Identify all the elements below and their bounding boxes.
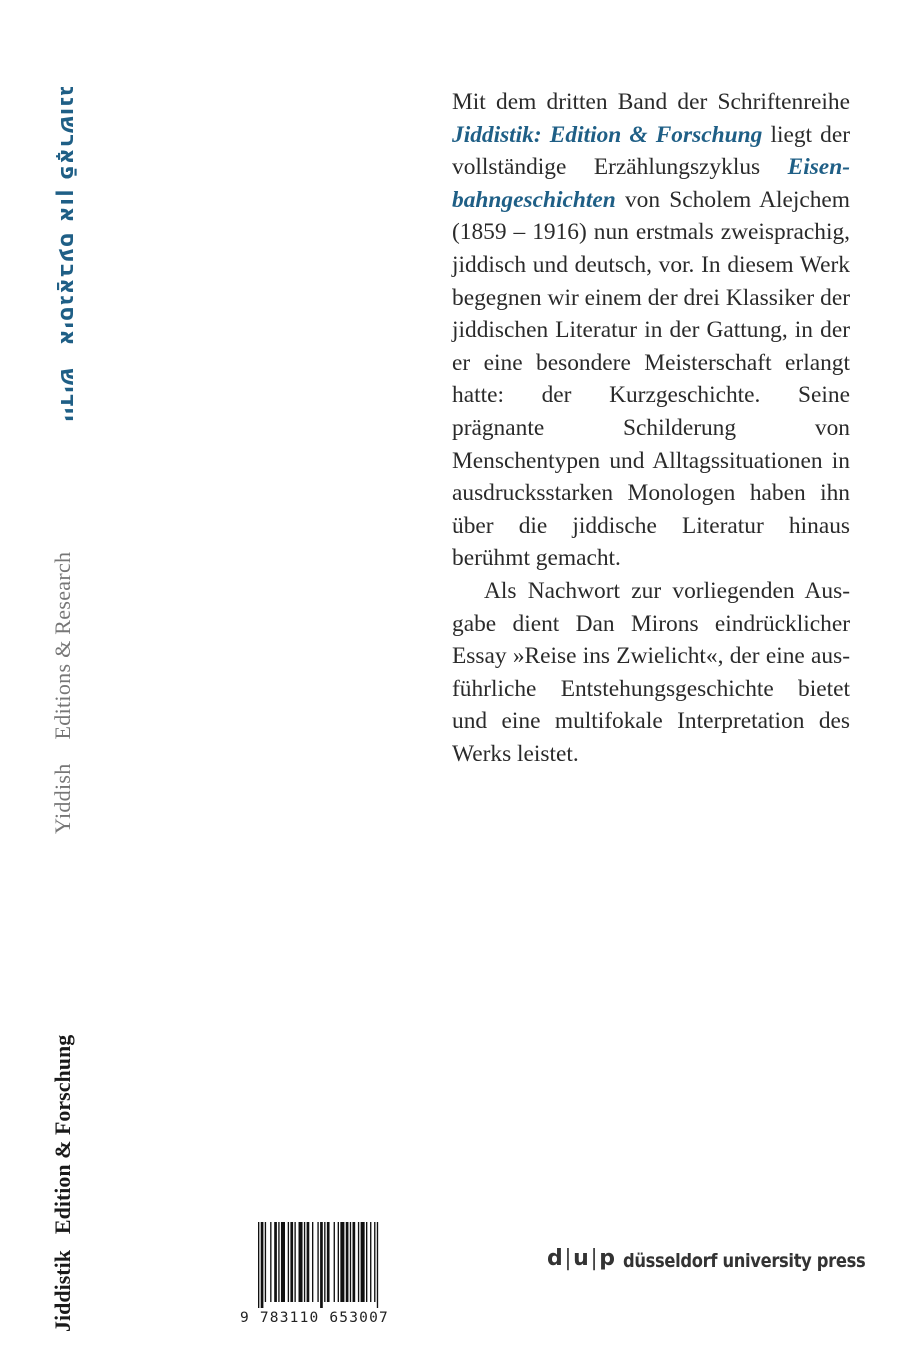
publisher-name: düsseldorf university press bbox=[623, 1250, 866, 1272]
spine-en-editions: Editions & Research bbox=[50, 551, 75, 740]
barcode-bar bbox=[312, 1222, 313, 1302]
barcode-bar bbox=[258, 1222, 259, 1308]
barcode-bar bbox=[290, 1222, 293, 1302]
spine-de-jiddistik: Jiddistik bbox=[50, 1250, 75, 1332]
barcode-bar bbox=[327, 1222, 330, 1302]
book-title: Eisenbahngeschichten bbox=[452, 154, 850, 213]
barcode-bar bbox=[307, 1222, 310, 1302]
spine-de-edition: Edition & Forschung bbox=[50, 1034, 75, 1235]
barcode-bar bbox=[370, 1222, 371, 1302]
spine-german-series bbox=[50, 962, 80, 1332]
barcode-bars bbox=[258, 1222, 418, 1308]
dup-logo: d|u|p bbox=[547, 1246, 616, 1271]
barcode-bar bbox=[366, 1222, 367, 1302]
barcode-bar bbox=[377, 1222, 378, 1308]
barcode-bar bbox=[338, 1222, 339, 1302]
isbn-digits: 9 783110 653007 bbox=[240, 1310, 389, 1326]
isbn-barcode bbox=[240, 1222, 420, 1332]
barcode-bar bbox=[346, 1222, 349, 1302]
barcode-bar bbox=[358, 1222, 359, 1302]
barcode-bar bbox=[361, 1222, 365, 1302]
barcode-bar bbox=[270, 1222, 271, 1302]
series-title: Jiddistik: Edition & Forschung bbox=[452, 121, 763, 148]
barcode-bar bbox=[374, 1222, 375, 1302]
spine-hebrew-subtitle: איסגאַבעס און פֿאָרשונג bbox=[55, 86, 80, 347]
back-cover-blurb bbox=[452, 86, 850, 770]
barcode-bar bbox=[294, 1222, 295, 1302]
spine-hebrew-title bbox=[50, 86, 80, 423]
spine-en-yiddish: Yiddish bbox=[50, 763, 75, 834]
barcode-bar bbox=[265, 1222, 266, 1302]
barcode-bar bbox=[278, 1222, 279, 1302]
blurb-paragraph-1: Mit dem dritten Band der Schriftenreihe Jiddistik: Edition & Forschung liegt der vollständige Erzählungszyklus Eisenbahngeschichten von Scholem Alejchem (1859 – 1916) nun erstmals zweisprachig, jiddisch und deutsch, vor. In diesem Werk begegnen wir einem der drei Klassiker der jiddischen Literatur in der Gattung, in der er eine besondere Meisterschaft erlangt hatte: der Kurzgeschichte. Seine prägnante Schilderung von Menschentypen und Alltagssituationen in ausdrucksstarken Monologen haben ihn über die jiddische Literatur hinaus berühmt gemacht. bbox=[452, 89, 851, 572]
barcode-bar bbox=[281, 1222, 285, 1302]
spine-hebrew-series: יידיש bbox=[55, 368, 80, 423]
barcode-bar bbox=[340, 1222, 344, 1302]
barcode-bar bbox=[304, 1222, 305, 1302]
barcode-bar bbox=[334, 1222, 335, 1302]
publisher-imprint bbox=[547, 1246, 866, 1278]
barcode-bar bbox=[261, 1222, 264, 1308]
barcode-bar bbox=[350, 1222, 351, 1302]
barcode-bar bbox=[317, 1222, 318, 1302]
barcode-bar bbox=[320, 1222, 323, 1308]
barcode-bar bbox=[324, 1222, 325, 1302]
barcode-bar bbox=[274, 1222, 277, 1302]
barcode-bar bbox=[353, 1222, 356, 1302]
barcode-bar bbox=[299, 1222, 303, 1302]
blurb-paragraph-2: Als Nachwort zur vorliegenden Ausgabe dient Dan Mirons eindrücklicher Essay »Reise ins Zwielicht«, der eine ausführliche Entstehungsgeschichte bietet und eine multifokale Interpretation des Werks leistet. bbox=[452, 577, 850, 767]
spine-english-series bbox=[50, 534, 80, 834]
barcode-bar bbox=[288, 1222, 289, 1302]
